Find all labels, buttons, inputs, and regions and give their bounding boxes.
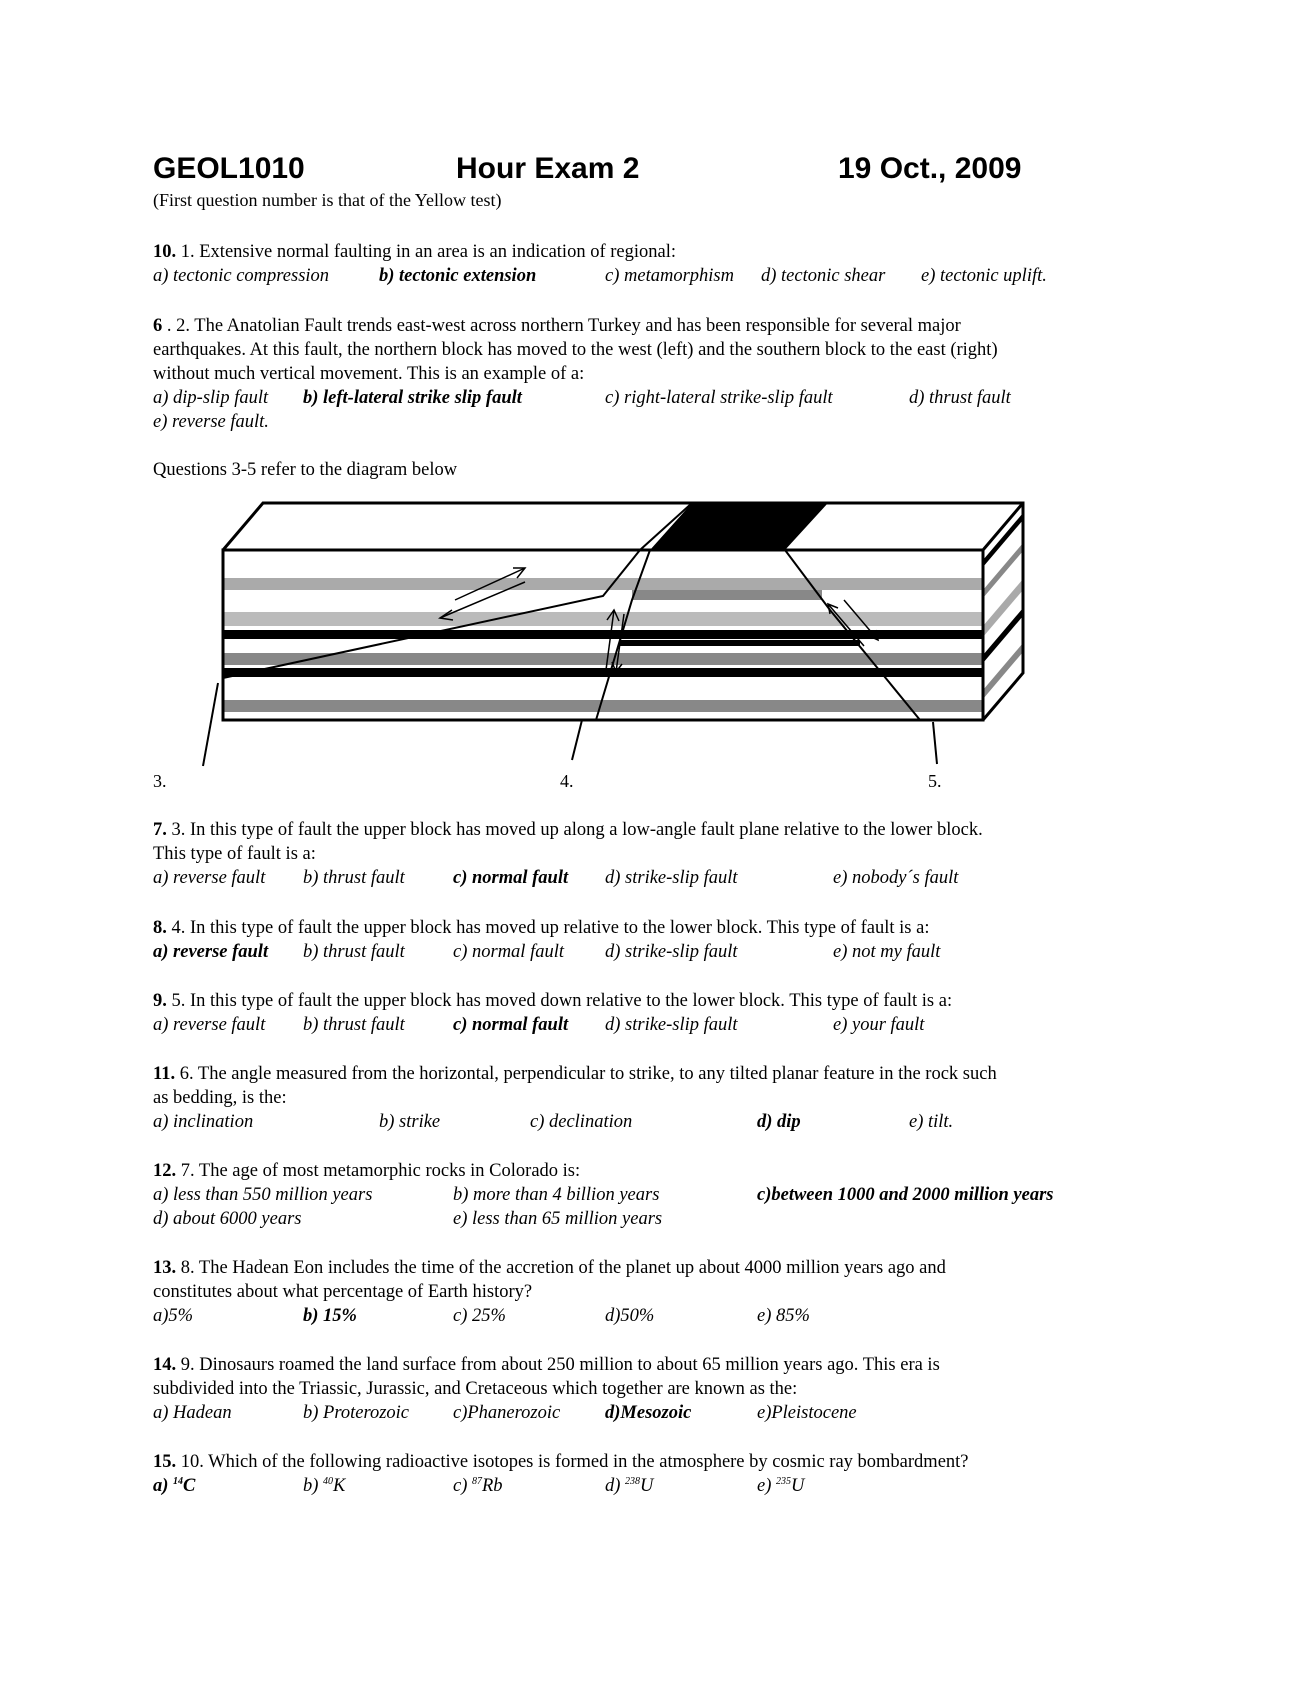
option-e: e) 85% <box>757 1306 810 1326</box>
option-b: b) thrust fault <box>303 1015 405 1035</box>
option-c: c)between 1000 and 2000 million years <box>757 1185 1054 1205</box>
question-number: 9. <box>153 991 167 1011</box>
option-e: e) reverse fault. <box>153 412 269 432</box>
question-number: 8. <box>153 918 167 938</box>
question-text: 9. Dinosaurs roamed the land surface from about 250 million to about 65 million years ago. This era is <box>176 1355 940 1375</box>
option-prefix: c) <box>453 1476 472 1496</box>
question-number: 14. <box>153 1355 177 1375</box>
option-a: a) less than 550 million years <box>153 1185 373 1205</box>
isotope-mass: 238 <box>625 1475 641 1487</box>
option-e: e) less than 65 million years <box>453 1209 663 1229</box>
isotope-element: C <box>183 1476 196 1496</box>
option-b <box>303 1474 345 1498</box>
option-prefix: d) <box>605 1476 626 1496</box>
question-text-line: This type of fault is a: <box>153 844 316 864</box>
option-c: c) normal fault <box>453 942 564 962</box>
option-c <box>453 1474 503 1498</box>
question-text: . 2. The Anatolian Fault trends east-west across northern Turkey and has been responsible for several major <box>162 316 961 336</box>
option-c: c) normal fault <box>453 868 569 888</box>
label-fault-4: 4. <box>560 771 574 791</box>
label-fault-5: 5. <box>928 771 942 791</box>
option-e: e)Pleistocene <box>757 1403 857 1423</box>
isotope-element: U <box>791 1476 805 1496</box>
option-a: a) dip-slip fault <box>153 388 269 408</box>
isotope-mass: 235 <box>776 1475 791 1487</box>
question-number: 10. <box>153 242 177 262</box>
question-number: 15. <box>153 1452 177 1472</box>
question-6 <box>153 1062 1103 1134</box>
question-text: 6. The angle measured from the horizontal, perpendicular to strike, to any tilted planar feature in the rock such <box>175 1064 997 1084</box>
option-d: d) strike-slip fault <box>605 868 738 888</box>
question-text: 1. Extensive normal faulting in an area is an indication of regional: <box>176 242 676 262</box>
question-text: 10. Which of the following radioactive isotopes is formed in the atmosphere by cosmic ray bombardment? <box>176 1452 969 1472</box>
question-5 <box>153 989 1103 1037</box>
label-fault-3: 3. <box>153 771 167 791</box>
option-a: a) tectonic compression <box>153 266 330 286</box>
question-text-line: as bedding, is the: <box>153 1088 287 1108</box>
option-d: d) tectonic shear <box>761 266 886 286</box>
question-text-line: subdivided into the Triassic, Jurassic, and Cretaceous which together are known as the: <box>153 1379 798 1399</box>
isotope-mass: 40 <box>323 1475 334 1487</box>
isotope-element: Rb <box>482 1476 503 1496</box>
option-a: a) Hadean <box>153 1403 232 1423</box>
option-c: c) normal fault <box>453 1015 569 1035</box>
option-e: e) nobody´s fault <box>833 868 959 888</box>
question-4 <box>153 916 1103 964</box>
question-number: 12. <box>153 1161 177 1181</box>
option-a: a)5% <box>153 1306 194 1326</box>
question-text: 8. The Hadean Eon includes the time of the accretion of the planet up about 4000 million years ago and <box>176 1258 946 1278</box>
option-e: e) tilt. <box>909 1112 954 1132</box>
option-b: b) Proterozoic <box>303 1403 410 1423</box>
option-d: d)Mesozoic <box>605 1403 692 1423</box>
option-a: a) reverse fault <box>153 942 269 962</box>
option-b: b) thrust fault <box>303 942 405 962</box>
isotope-element: K <box>333 1476 346 1496</box>
question-8 <box>153 1256 1103 1328</box>
option-c: c) 25% <box>453 1306 506 1326</box>
option-d: d) strike-slip fault <box>605 942 738 962</box>
option-c: c)Phanerozoic <box>453 1403 561 1423</box>
option-d: d) about 6000 years <box>153 1209 302 1229</box>
option-e <box>757 1474 804 1498</box>
exam-title: Hour Exam 2 <box>456 152 640 185</box>
question-text-line: without much vertical movement. This is an example of a: <box>153 364 585 384</box>
question-number: 11. <box>153 1064 176 1084</box>
option-b: b) left-lateral strike slip fault <box>303 388 522 408</box>
option-c: c) declination <box>530 1112 633 1132</box>
isotope-mass: 14 <box>173 1475 184 1487</box>
exam-date: 19 Oct., 2009 <box>838 152 1022 185</box>
question-number: 13. <box>153 1258 177 1278</box>
question-number: 6 <box>153 316 163 336</box>
option-a: a) reverse fault <box>153 868 266 888</box>
option-e: e) tectonic uplift. <box>921 266 1047 286</box>
option-a <box>153 1474 195 1498</box>
course-code: GEOL1010 <box>153 152 305 185</box>
header-note: (First question number is that of the Yellow test) <box>153 190 502 210</box>
option-b: b) 15% <box>303 1306 357 1326</box>
option-d: d) strike-slip fault <box>605 1015 738 1035</box>
option-e: e) not my fault <box>833 942 941 962</box>
option-c: c) right-lateral strike-slip fault <box>605 388 833 408</box>
option-prefix: a) <box>153 1476 174 1496</box>
question-text: 5. In this type of fault the upper block has moved down relative to the lower block. This type of fault is a: <box>166 991 953 1011</box>
question-text: 7. The age of most metamorphic rocks in Colorado is: <box>176 1161 581 1181</box>
isotope-element: U <box>640 1476 654 1496</box>
question-7 <box>153 1159 1153 1231</box>
option-b: b) tectonic extension <box>379 266 537 286</box>
option-c: c) metamorphism <box>605 266 734 286</box>
question-number: 7. <box>153 820 167 840</box>
question-3 <box>153 818 1103 890</box>
isotope-mass: 87 <box>472 1475 482 1487</box>
option-b: b) more than 4 billion years <box>453 1185 660 1205</box>
diagram-intro: Questions 3-5 refer to the diagram below <box>153 460 458 480</box>
question-text-line: earthquakes. At this fault, the northern block has moved to the west (left) and the southern block to the east (right) <box>153 340 998 360</box>
question-9 <box>153 1353 1103 1425</box>
option-a: a) inclination <box>153 1112 254 1132</box>
option-a: a) reverse fault <box>153 1015 266 1035</box>
question-10 <box>153 1450 1103 1498</box>
option-e: e) your fault <box>833 1015 925 1035</box>
option-d: d)50% <box>605 1306 655 1326</box>
option-d: d) thrust fault <box>909 388 1011 408</box>
question-text: 4. In this type of fault the upper block has moved up relative to the lower block. This type of fault is a: <box>166 918 930 938</box>
option-prefix: e) <box>757 1476 776 1496</box>
question-text-line: constitutes about what percentage of Earth history? <box>153 1282 533 1302</box>
option-b: b) strike <box>379 1112 441 1132</box>
question-text: 3. In this type of fault the upper block has moved up along a low-angle fault plane relative to the lower block. <box>166 820 983 840</box>
option-prefix: b) <box>303 1476 324 1496</box>
option-d <box>605 1474 653 1498</box>
option-d: d) dip <box>757 1112 801 1132</box>
option-b: b) thrust fault <box>303 868 405 888</box>
